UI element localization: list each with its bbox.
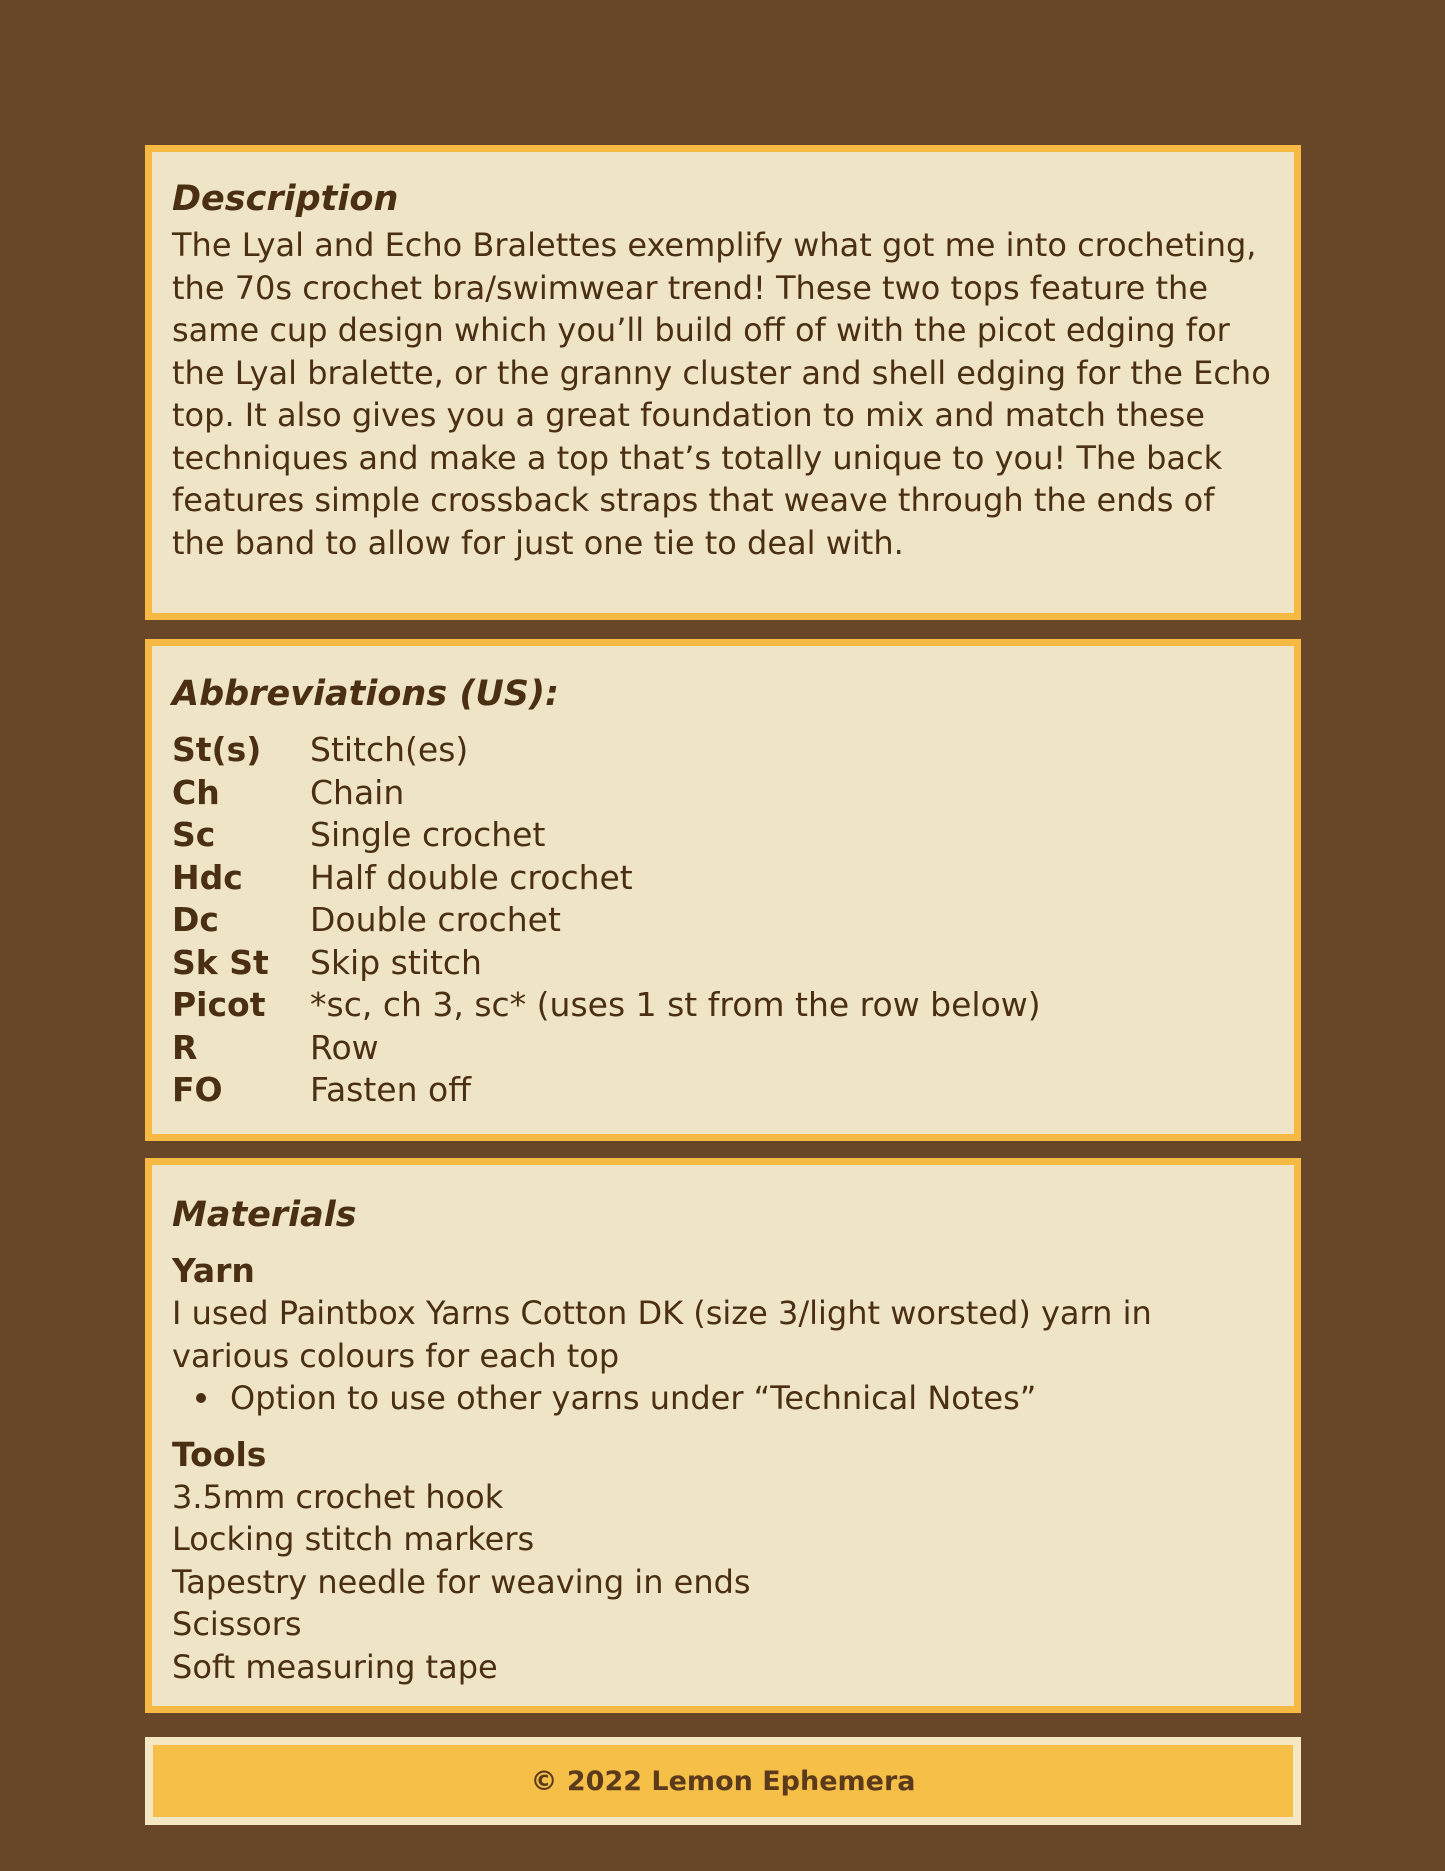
abbreviation-meaning: Fasten off (310, 1070, 471, 1109)
abbreviation-row (172, 942, 1274, 985)
abbreviation-code: Sc (172, 815, 216, 854)
yarn-bullet-text: Option to use other yarns under “Technical Notes” (230, 1379, 1037, 1417)
tools-list (172, 1476, 1274, 1689)
abbreviation-row (172, 814, 1274, 857)
abbreviation-meaning: Chain (310, 772, 405, 812)
abbreviation-row (172, 729, 1274, 772)
materials-card (145, 1158, 1301, 1713)
footer-banner (145, 1737, 1301, 1825)
abbreviation-row (172, 899, 1274, 942)
abbreviation-code: R (172, 1027, 198, 1067)
materials-title: Materials (172, 1195, 357, 1235)
description-title: Description (172, 179, 399, 219)
description-body: The Lyal and Echo Bralettes exemplify what got me into crocheting, the 70s crochet bra/swimwear trend! These two tops feature the same cup design which you’ll build off of with the picot edging for the Lyal bralette, or the granny cluster and shell edging for the Echo top. It also gives you a great foundation to mix and match these techniques and make a top that’s totally unique to you! The back features simple crossback straps that weave through the ends of the band to allow for just one tie to deal with. (172, 226, 1271, 562)
abbreviation-row (172, 1027, 1274, 1070)
abbreviation-meaning: Single crochet (310, 815, 546, 854)
abbreviation-code: Picot (172, 985, 266, 1024)
abbreviation-meaning: Half double crochet (310, 857, 633, 897)
abbreviation-meaning: *sc, ch 3, sc* (uses 1 st from the row below) (310, 985, 1041, 1024)
yarn-heading: Yarn (172, 1251, 255, 1290)
tool-item: Scissors (172, 1605, 302, 1643)
yarn-description: I used Paintbox Yarns Cotton DK (size 3/light worsted) yarn in various colours for each top (172, 1294, 1152, 1375)
abbreviation-code: Sk St (172, 942, 269, 982)
yarn-bullet-item (172, 1377, 1274, 1420)
tool-item: Soft measuring tape (172, 1647, 498, 1686)
tool-item: Locking stitch markers (172, 1520, 535, 1558)
abbreviation-row (172, 984, 1274, 1027)
abbreviation-code: FO (172, 1070, 223, 1109)
abbreviation-row (172, 772, 1274, 815)
abbreviations-title: Abbreviations (US): (172, 674, 559, 714)
abbreviation-meaning: Stitch(es) (310, 730, 469, 769)
abbreviation-row (172, 857, 1274, 900)
footer-copyright: © 2022 Lemon Ephemera (153, 1745, 1293, 1817)
abbreviation-meaning: Row (310, 1027, 379, 1067)
tool-item: 3.5mm crochet hook (172, 1477, 504, 1516)
description-card (145, 145, 1301, 620)
abbreviation-code: St(s) (172, 730, 262, 769)
tool-item: Tapestry needle for weaving in ends (172, 1562, 751, 1601)
abbreviation-meaning: Skip stitch (310, 942, 482, 982)
abbreviation-meaning: Double crochet (310, 900, 561, 939)
abbreviation-code: Ch (172, 772, 220, 812)
abbreviation-code: Dc (172, 900, 219, 939)
abbreviations-card (145, 639, 1301, 1141)
abbreviation-code: Hdc (172, 857, 243, 897)
tools-heading: Tools (172, 1434, 267, 1474)
abbreviation-row (172, 1069, 1274, 1112)
abbreviations-list (172, 729, 1274, 1112)
bullet-icon (196, 1393, 206, 1403)
